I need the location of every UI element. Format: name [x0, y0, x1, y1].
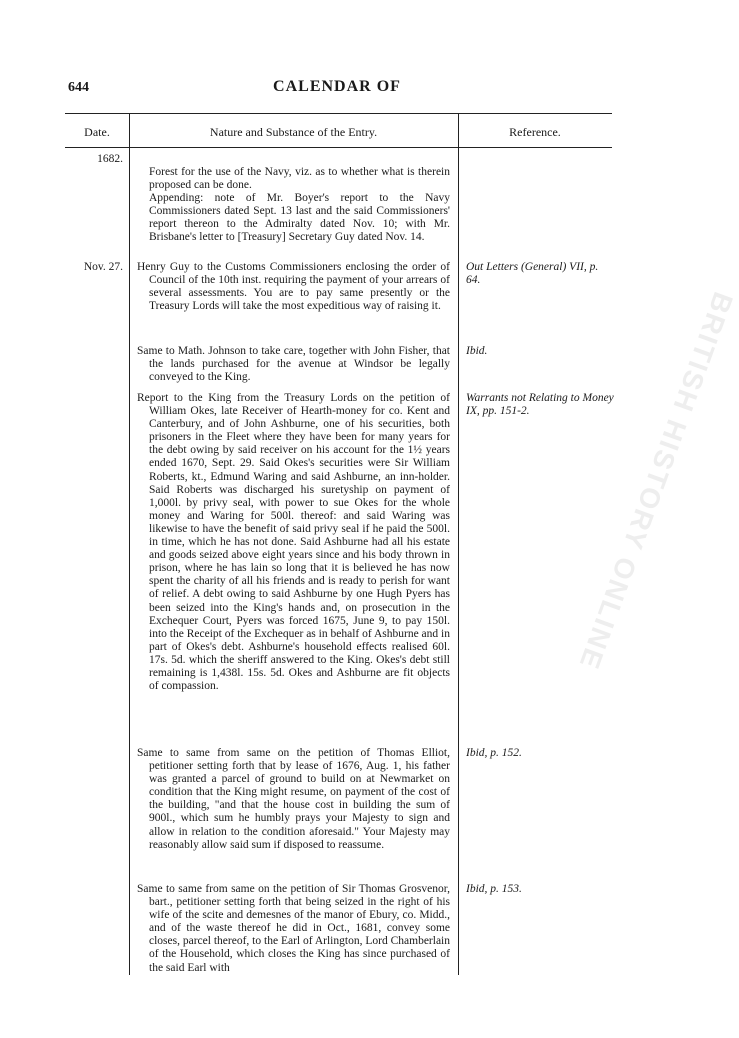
entry-reference: Warrants not Relating to Money IX, pp. 151-2. — [466, 392, 614, 418]
entry-reference: Ibid, p. 152. — [466, 747, 522, 759]
entry-text: Report to the King from the Treasury Lords on the petition of William Okes, late Receiver of Hearth-money for co. Kent and Canterbury, and of John Ashburne, one of his securities, both prisoners in the Fleet where they have been for many years for the debt owing by said receiver on his account for the 1½ years ended 1670, Sept. 29. Said Okes's securities were Sir William Roberts, kt., Edmund Waring and said Ashburne, an inn-holder. Said Roberts was discharged his suretyship on payment of 1,000l. by privy seal, with power to sue Okes for the whole money and Waring for 500l. thereof: and said Waring was likewise to have the benefit of said privy seal if he paid the 500l. in time, which he has not done. Said Ashburne had all his estate and goods seized above eight years since and his body thrown in prison, where he has lain so long that it is believed he has now spent the charity of all his friends and is ready to perish for want of relief. A debt owing to said Ashburne by one Hugh Pyers has been seized into the King's hands and, on prosecution in the Exchequer Court, Pyers was forced 1675, June 9, to pay 150l. into the Receipt of the Exchequer as in behalf of Ashburne and in part of Okes's debt. Ashburne's household effects realised 60l. 17s. 5d. which the sheriff answered to the King. Okes's debt still remaining is 1,438l. 15s. 5d. Okes and Ashburne are fit objects of compassion. — [137, 392, 450, 693]
column-header-reference: Reference. — [509, 125, 561, 139]
table-rule-header — [65, 147, 612, 148]
entry-text: Same to same from same on the petition of Sir Thomas Grosvenor, bart., petitioner setting forth that being seized in the right of his wife of the scite and demesnes of the manor of Ebury, co. Midd., and of the waste thereof he did in Oct., 1681, convey some closes, parcel thereof, to the Earl of Arlington, Lord Chamberlain of the Household, which closes the King has since purchased of the said Earl with — [137, 883, 450, 974]
column-header-nature: Nature and Substance of the Entry. — [209, 125, 378, 139]
watermark: BRITISH HISTORY ONLINE — [573, 288, 739, 675]
entry-reference: Ibid, p. 153. — [466, 883, 522, 895]
entry-appending: Appending: note of Mr. Boyer's report to the Navy Commissioners dated Sept. 13 last and the said Commissioners' report thereon to the Admiralty dated Nov. 10; with Mr. Brisbane's letter to [Treasury] Secretary Guy dated Nov. 14. — [149, 192, 450, 244]
page-number: 644 — [68, 80, 89, 95]
entry-date: 1682. — [97, 153, 123, 165]
entry-date: Nov. 27. — [83, 261, 123, 273]
page-title: CALENDAR OF — [273, 78, 401, 95]
entry-text: Henry Guy to the Customs Commissioners enclosing the order of Council of the 10th inst. requiring the payment of your arrears of several assessments. You are to pay same presently or the Treasury Lords will take the most expeditious way of raising it. — [137, 261, 450, 313]
entry-text-line: Forest for the use of the Navy, viz. as to whether what is therein proposed can be done. — [149, 166, 450, 192]
column-header-date: Date. — [84, 125, 110, 139]
column-divider-date — [129, 113, 130, 975]
table-rule-top — [65, 113, 612, 114]
entry-reference: Ibid. — [466, 345, 488, 357]
entry-text: Same to Math. Johnson to take care, together with John Fisher, that the lands purchased for the avenue at Windsor be legally conveyed to the King. — [137, 345, 450, 384]
column-divider-reference — [458, 113, 459, 975]
entry-reference: Out Letters (General) VII, p. 64. — [466, 261, 599, 287]
entry-text: Same to same from same on the petition of Thomas Elliot, petitioner setting forth that by lease of 1676, Aug. 1, his father was granted a parcel of ground to build on at Newmarket on condition that the King might resume, on payment of the cost of the building, "and that the house cost in building the sum of 900l., which sum he humbly prays your Majesty to sign and allow in relation to the condition aforesaid." Your Majesty may reasonably allow said sum if disposed to reassume. — [137, 747, 450, 851]
entry-text — [137, 166, 450, 245]
